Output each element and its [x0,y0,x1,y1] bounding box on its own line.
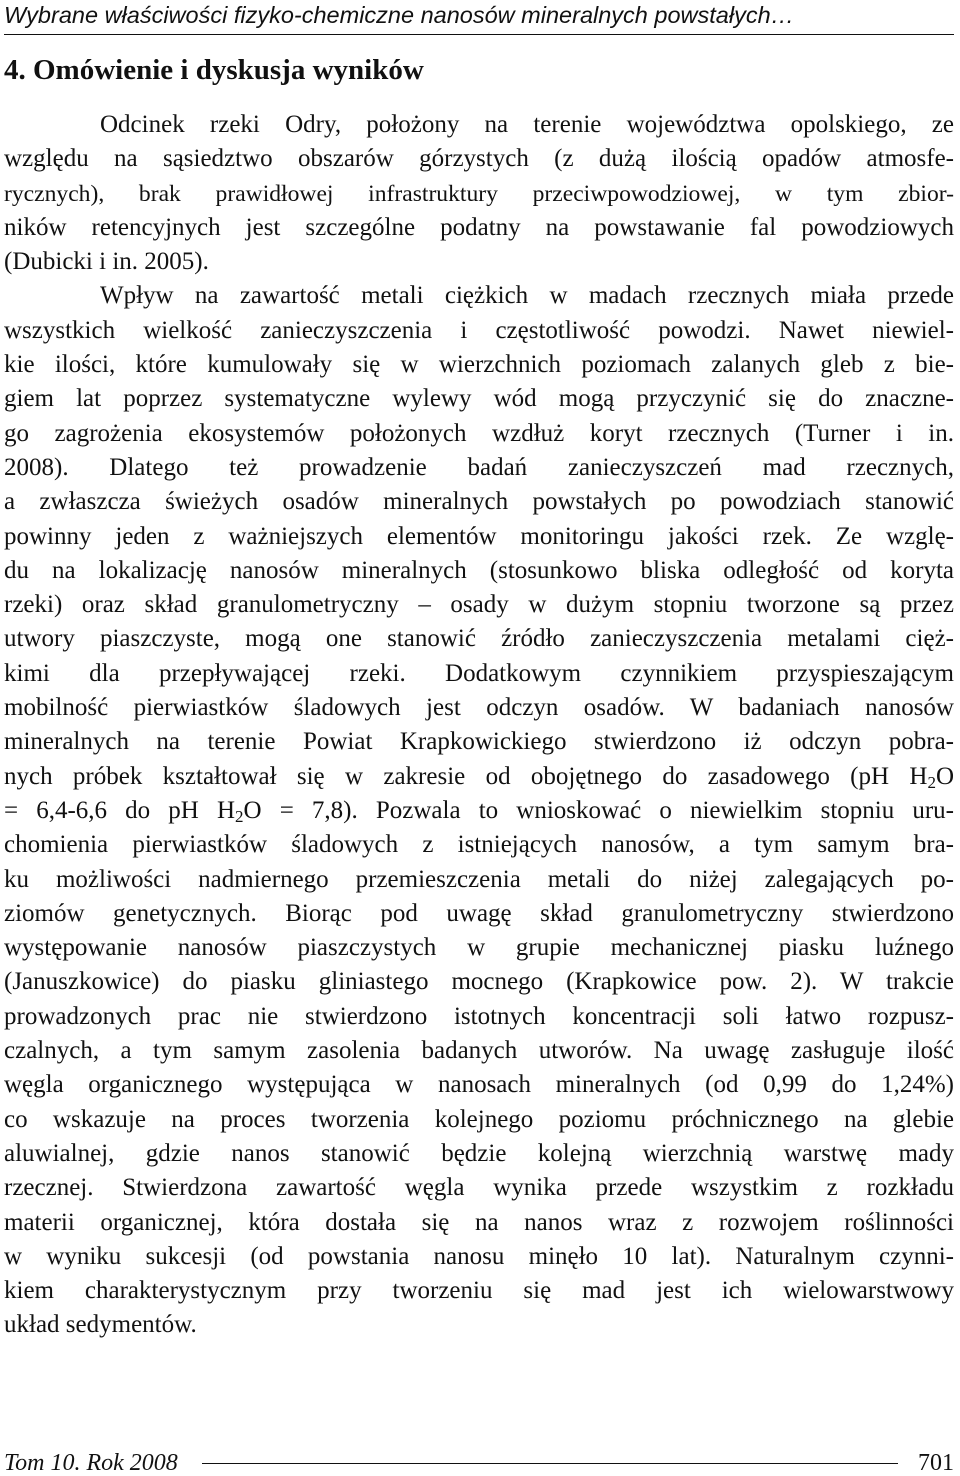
text-run: O = 7,8). Pozwala to wnioskować o niewielkim stopniu uru- [243,796,954,824]
text-line: du na lokalizację nanosów mineralnych (stosunkowo bliska odległość od koryta [4,556,954,584]
section-heading: 4. Omówienie i dyskusja wyników [4,54,424,86]
text-run: O [935,762,954,790]
text-line: (Januszkowice) do piasku gliniastego mocnego (Krapkowice pow. 2). W trakcie [4,968,954,996]
text-line: czalnych, a tym samym zasolenia badanych utworów. Na uwagę zasługuje ilość [4,1037,954,1065]
text-line: chomienia pierwiastków śladowych z istniejących nanosów, a tym samym bra- [4,831,954,859]
text-line: rycznych), brak prawidłowej infrastruktury przeciwpowodziowej, w tym zbior- [4,180,954,207]
page-footer [4,1450,954,1476]
page-number: 701 [918,1450,954,1476]
text-line: węgla organicznego występująca w nanosach mineralnych (od 0,99 do 1,24%) [4,1071,954,1099]
text-line: względu na sąsiedztwo obszarów górzystych (z dużą ilością opadów atmosfe- [4,145,954,173]
text-line: materii organicznej, która dostała się na nanos wraz z rozwojem roślinności [4,1208,954,1236]
text-line: występowanie nanosów piaszczystych w grupie mechanicznej piasku luźnego [4,934,954,962]
text-line: Wpływ na zawartość metali ciężkich w madach rzecznych miała przede [100,282,954,310]
text-line: kimi dla przepływającej rzeki. Dodatkowym czynnikiem przyspieszającym [4,659,954,687]
text-line: aluwialnej, gdzie nanos stanowić będzie kolejną wierzchnią warstwę mady [4,1139,954,1167]
text-line: 2008). Dlatego też prowadzenie badań zanieczyszczeń mad rzecznych, [4,453,954,481]
body-text [4,108,954,1343]
subscript: 2 [235,806,244,826]
text-line: kie ilości, które kumulowały się w wierzchnich poziomach zalanych gleb z bie- [4,351,954,379]
text-run: = 6,4-6,6 do pH H [4,796,236,824]
text-line: giem lat poprzez systematyczne wylewy wód mogą przyczynić się do znaczne- [4,385,954,413]
text-line: rzecznej. Stwierdzona zawartość węgla wynika przede wszystkim z rozkładu [4,1174,954,1202]
text-line [4,794,954,828]
text-line: co wskazuje na proces tworzenia kolejnego poziomu próchnicznego na glebie [4,1105,954,1133]
text-line: mobilność pierwiastków śladowych jest odczyn osadów. W badaniach nanosów [4,694,954,722]
subscript: 2 [927,772,936,792]
text-line: rzeki) oraz skład granulometryczny – osady w dużym stopniu tworzone są przez [4,591,954,619]
running-header-title: Wybrane właściwości fizyko-chemiczne nanosów mineralnych powstałych… [4,2,795,28]
text-line: kiem charakterystycznym przy tworzeniu się mad jest ich wielowarstwowy [4,1277,954,1305]
text-line: utwory piaszczyste, mogą one stanowić źródło zanieczyszczenia metalami cięż- [4,625,954,653]
text-line: prowadzonych prac nie stwierdzono istotnych koncentracji soli łatwo rozpusz- [4,1002,954,1030]
text-line: (Dubicki i in. 2005). [4,248,209,276]
text-line: a zwłaszcza świeżych osadów mineralnych powstałych po powodziach stanowić [4,488,954,516]
text-line: ników retencyjnych jest szczególne podatny na powstawanie fal powodziowych [4,213,954,241]
text-line: w wyniku sukcesji (od powstania nanosu minęło 10 lat). Naturalnym czynni- [4,1242,954,1270]
text-line: powinny jeden z ważniejszych elementów monitoringu jakości rzek. Ze wzglę- [4,522,954,550]
text-line: wszystkich wielkość zanieczyszczenia i częstotliwość powodzi. Nawet niewiel- [4,316,954,344]
text-run: nych próbek kształtował się w zakresie od obojętnego do zasadowego (pH H [4,762,928,790]
text-line: go zagrożenia ekosystemów położonych wzdłuż koryt rzecznych (Turner i in. [4,419,954,447]
text-line [4,760,954,794]
text-line: ku możliwości nadmiernego przemieszczenia metali do niżej zalegających po- [4,865,954,893]
running-header [4,0,954,35]
text-line: układ sedymentów. [4,1311,197,1339]
footer-journal-info: Tom 10. Rok 2008 [4,1450,178,1476]
footer-rule [202,1463,898,1464]
text-line: mineralnych na terenie Powiat Krapkowickiego stwierdzono iż odczyn pobra- [4,728,954,756]
text-line: Odcinek rzeki Odry, położony na terenie województwa opolskiego, ze [100,111,954,138]
text-line: ziomów genetycznych. Biorąc pod uwagę skład granulometryczny stwierdzono [4,899,954,927]
